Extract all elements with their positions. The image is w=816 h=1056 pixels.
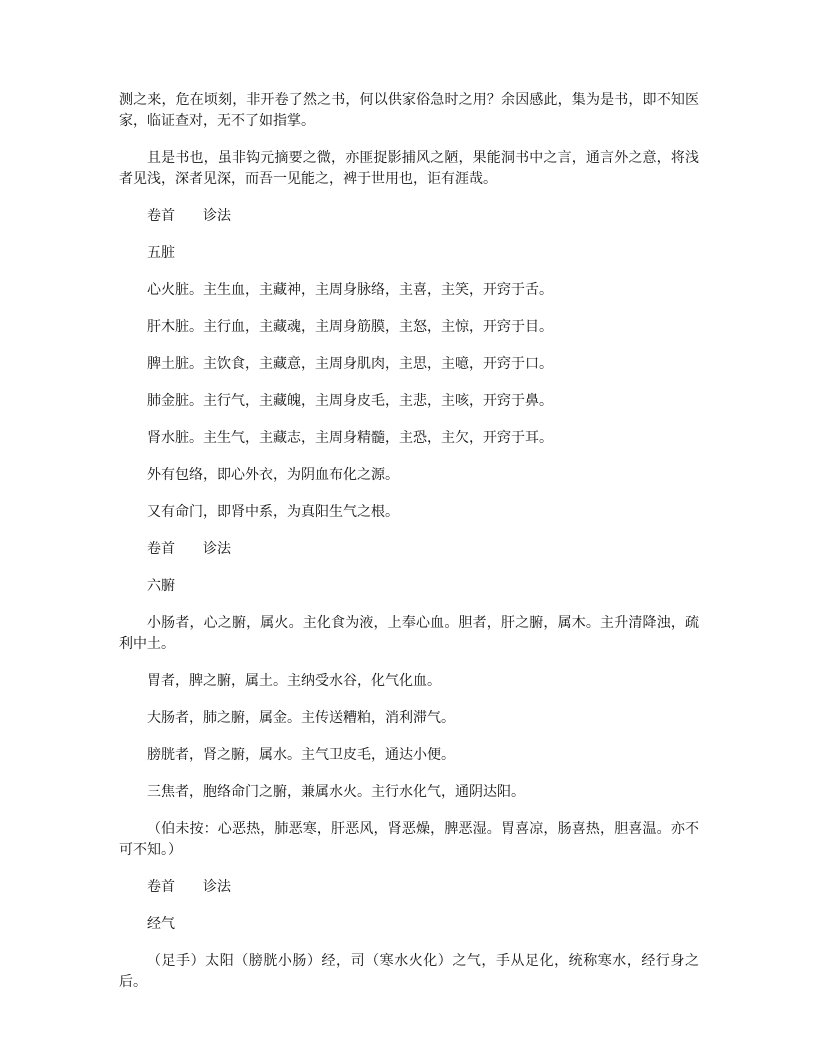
paragraph-stomach: 胃者，脾之腑，属土。主纳受水谷，化气化血。 (147, 673, 441, 689)
paragraph-pericardium: 外有包络，即心外衣，为阴血布化之源。 (147, 467, 399, 483)
paragraph-mingmen: 又有命门，即肾中系，为真阳生气之根。 (147, 504, 399, 520)
paragraph-liver: 肝木脏。主行血，主藏魂，主周身筋膜，主怒，主惊，开窍于目。 (147, 319, 553, 335)
paragraph-spleen: 脾土脏。主饮食，主藏意，主周身肌肉，主思，主噫，开窍于口。 (147, 356, 553, 372)
document-page (119, 90, 699, 1009)
volume-label: 卷首 (147, 879, 175, 895)
paragraph-triple-burner: 三焦者，胞络命门之腑，兼属水火。主行水化气，通阴达阳。 (147, 784, 525, 800)
paragraph-bladder: 膀胱者，肾之腑，属水。主气卫皮毛，通达小便。 (147, 747, 455, 763)
subheading-six-bowels: 六腑 (147, 578, 175, 594)
paragraph-small-intestine: 小肠者，心之腑，属火。主化食为液，上奉心血。胆者，肝之腑，属木。主升清降浊，疏利中土。 (119, 615, 699, 652)
chapter-label: 诊法 (203, 208, 231, 224)
chapter-label: 诊法 (203, 541, 231, 557)
paragraph-large-intestine: 大肠者，肺之腑，属金。主传送糟粕，消利滞气。 (147, 710, 455, 726)
paragraph-editor-note: （伯未按：心恶热，肺恶寒，肝恶风，肾恶燥，脾恶湿。胃喜凉，肠喜热，胆喜温。亦不可不知。） (119, 821, 699, 858)
paragraph-taiyang: （足手）太阳（膀胱小肠）经，司（寒水火化）之气，手从足化，统称寒水，经行身之后。 (119, 953, 699, 990)
subheading-meridian-qi: 经气 (147, 916, 175, 932)
paragraph-kidney: 肾水脏。主生气，主藏志，主周身精髓，主恐，主欠，开窍于耳。 (147, 430, 553, 446)
section-heading (119, 206, 699, 227)
paragraph-heart: 心火脏。主生血，主藏神，主周身脉络，主喜，主笑，开窍于舌。 (147, 282, 553, 298)
paragraph-preface-end: 测之来，危在顷刻，非开卷了然之书，何以供家俗急时之用？余因感此，集为是书，即不知医家，临证查对，无不了如指掌。 (119, 92, 699, 129)
section-heading (119, 539, 699, 560)
paragraph-preface-closing: 且是书也，虽非钩元摘要之微，亦匪捉影捕风之陋，果能洞书中之言，通言外之意，将浅者见浅，深者见深，而吾一见能之，裨于世用也，讵有涯哉。 (119, 150, 699, 187)
section-heading (119, 877, 699, 898)
subheading-five-organs: 五脏 (147, 245, 175, 261)
volume-label: 卷首 (147, 541, 175, 557)
volume-label: 卷首 (147, 208, 175, 224)
chapter-label: 诊法 (203, 879, 231, 895)
paragraph-lung: 肺金脏。主行气，主藏魄，主周身皮毛，主悲，主咳，开窍于鼻。 (147, 393, 553, 409)
